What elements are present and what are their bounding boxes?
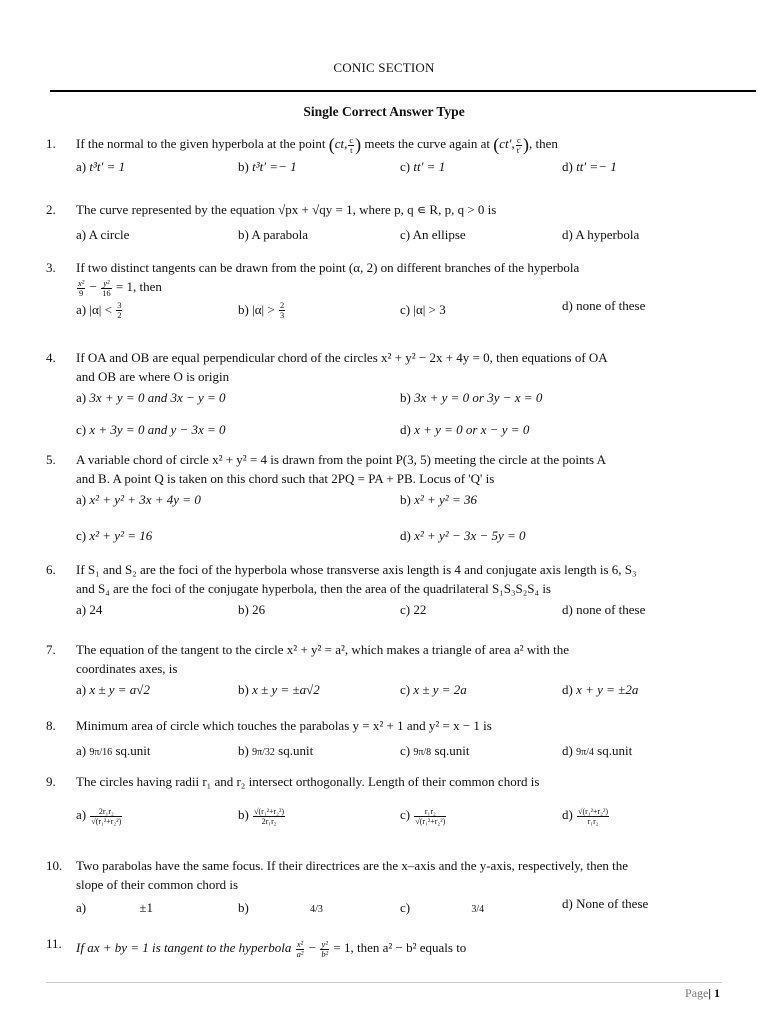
option-c[interactable]: c) |α| > 3 — [400, 301, 446, 317]
options-row — [76, 680, 758, 702]
option-c[interactable]: c) x + 3y = 0 and y − 3x = 0 — [76, 422, 226, 437]
page-number: Page| 1 — [685, 986, 720, 1000]
option-d[interactable]: d) none of these — [562, 602, 646, 617]
footer-rule — [46, 982, 722, 983]
section-title: Single Correct Answer Type — [303, 104, 465, 119]
option-c[interactable]: c) $\frac{\text{r₁r₂}}{\text{√(r₁²+r₂²)}}$ — [400, 806, 446, 826]
option-c[interactable]: c) 9π/8 sq.unit — [400, 743, 470, 758]
option-b[interactable]: b) $\frac{\text{√(r₁²+r₂²)}}{\text{2r₁r₂}}$ — [238, 806, 285, 826]
option-b[interactable]: b) |α| > $\frac{2}{3}$ — [238, 300, 285, 321]
question-5 — [46, 450, 758, 548]
option-b[interactable]: b) A parabola — [238, 227, 309, 242]
option-d[interactable]: d) x + y = 0 or x − y = 0 — [400, 422, 530, 437]
option-c[interactable]: c) tt′ = 1 — [400, 158, 446, 174]
option-a[interactable]: a) ±1 — [76, 900, 153, 915]
question-3 — [46, 258, 758, 322]
question-text: If the normal to the given hyperbola at the point (ct, $\frac{c}{t}$ ) meets the curve again at (ct′, $\frac{c}{t'}$ ), then — [76, 134, 558, 155]
option-b[interactable]: b) 3x + y = 0 or 3y − x = 0 — [400, 390, 543, 405]
option-b[interactable]: b) 9π/32 sq.unit — [238, 743, 314, 758]
question-4 — [46, 348, 758, 446]
options-row — [76, 805, 758, 845]
option-d[interactable]: d) $\frac{\text{√(r₁²+r₂²)}}{\text{r₁r₂}}$ — [562, 806, 609, 826]
question-8 — [46, 716, 758, 763]
option-b[interactable]: b) x² + y² = 36 — [400, 492, 477, 507]
question-number: 6. — [46, 562, 56, 577]
question-text: Two parabolas have the same focus. If their directrices are the x–axis and the y-axis, respectively, then the slope of their common chord is — [76, 858, 628, 892]
option-d[interactable]: d) tt′ =− 1 — [562, 158, 617, 174]
question-1 — [46, 134, 758, 179]
option-c[interactable]: c) 22 — [400, 602, 427, 617]
option-d[interactable]: d) none of these — [562, 297, 646, 313]
option-a[interactable]: a) A circle — [76, 227, 130, 242]
question-text: The curve represented by the equation √px + √qy = 1, where p, q ∊ R, p, q > 0 is — [76, 202, 497, 217]
question-number: 8. — [46, 718, 56, 733]
options-row — [76, 388, 758, 418]
option-c[interactable]: c) x² + y² = 16 — [76, 528, 153, 543]
option-a[interactable]: a) |α| < $\frac{3}{2}$ — [76, 300, 122, 321]
question-text: The equation of the tangent to the circle x² + y² = a², which makes a triangle of area a² with the coordinates axes, is — [76, 642, 570, 676]
option-d[interactable]: d) 9π/4 sq.unit — [562, 743, 633, 758]
option-d[interactable]: d) None of these — [562, 896, 649, 911]
question-number: 3. — [46, 260, 56, 275]
question-number: 9. — [46, 774, 56, 789]
option-a[interactable]: a) 9π/16 sq.unit — [76, 743, 151, 758]
question-10 — [46, 856, 758, 920]
option-a[interactable]: a) x² + y² + 3x + 4y = 0 — [76, 492, 201, 507]
question-2 — [46, 200, 758, 247]
options-row — [76, 490, 758, 524]
question-6 — [46, 560, 758, 622]
options-row — [76, 420, 758, 446]
question-7 — [46, 640, 758, 702]
question-number: 5. — [46, 452, 56, 467]
option-b[interactable]: b) 26 — [238, 602, 266, 617]
title-rule — [50, 90, 756, 92]
question-text: The circles having radii r₁ and r₂ intersect orthogonally. Length of their common chord is — [76, 774, 540, 789]
question-text: If two distinct tangents can be drawn from the point (α, 2) on different branches of the hyperbola $\frac{\text{x²}}{9}$ − $\frac{\text{y²}}{16}$ = 1, then — [76, 260, 580, 298]
question-text: If OA and OB are equal perpendicular chord of the circles x² + y² − 2x + 4y = 0, then equations of OA and OB are where O is origin — [76, 350, 608, 384]
question-number: 1. — [46, 136, 56, 151]
options-row — [76, 898, 758, 920]
option-a[interactable]: a) $\frac{\text{2r₁r₂}}{\text{√(r₁²+r₂²)}}$ — [76, 806, 122, 826]
option-d[interactable]: d) A hyperbola — [562, 227, 640, 242]
question-text: A variable chord of circle x² + y² = 4 is drawn from the point P(3, 5) meeting the circle at the points A and B. A point Q is taken on this chord such that 2PQ = PA + PB. Locus of 'Q' is — [76, 452, 607, 486]
option-a[interactable]: a) x ± y = a√2 — [76, 682, 150, 697]
option-d[interactable]: d) x² + y² − 3x − 5y = 0 — [400, 528, 526, 543]
option-a[interactable]: a) 24 — [76, 602, 103, 617]
options-row — [76, 526, 758, 548]
options-row — [76, 157, 758, 179]
options-row — [76, 600, 758, 622]
question-number: 10. — [46, 858, 63, 873]
question-number: 2. — [46, 202, 56, 217]
option-b[interactable]: b) 4/3 — [238, 900, 323, 915]
options-row — [76, 225, 758, 247]
question-text: If S₁ and S₂ are the foci of the hyperbola whose transverse axis length is 4 and conjugate axis length is 6, S₃ and S₄ are the foci of the conjugate hyperbola, then the area of the quadrilateral S₁S₃S₂S₄ is — [76, 562, 637, 596]
question-9 — [46, 772, 758, 845]
option-c[interactable]: c) 3/4 — [400, 900, 485, 915]
options-row — [76, 297, 758, 322]
question-number: 4. — [46, 350, 56, 365]
question-number: 7. — [46, 642, 56, 657]
option-a[interactable]: a) 3x + y = 0 and 3x − y = 0 — [76, 390, 226, 405]
question-number: 11. — [46, 936, 62, 951]
option-c[interactable]: c) An ellipse — [400, 227, 466, 242]
question-text: Minimum area of circle which touches the parabolas y = x² + 1 and y² = x − 1 is — [76, 718, 492, 733]
option-a[interactable]: a) t³t′ = 1 — [76, 158, 126, 174]
options-row — [76, 741, 758, 763]
option-c[interactable]: c) x ± y = 2a — [400, 682, 467, 697]
question-11 — [46, 934, 758, 959]
option-b[interactable]: b) x ± y = ±a√2 — [238, 682, 320, 697]
option-b[interactable]: b) t³t′ =− 1 — [238, 158, 297, 174]
question-text: If ax + by = 1 is tangent to the hyperbola $\frac{\text{x²}}{\text{a²}}$ − $\frac{\text{y²}}{\text{b²}}$ = 1, then a² − b² equals to — [76, 938, 467, 959]
option-d[interactable]: d) x + y = ±2a — [562, 682, 639, 697]
doc-title: CONIC SECTION — [333, 60, 435, 75]
